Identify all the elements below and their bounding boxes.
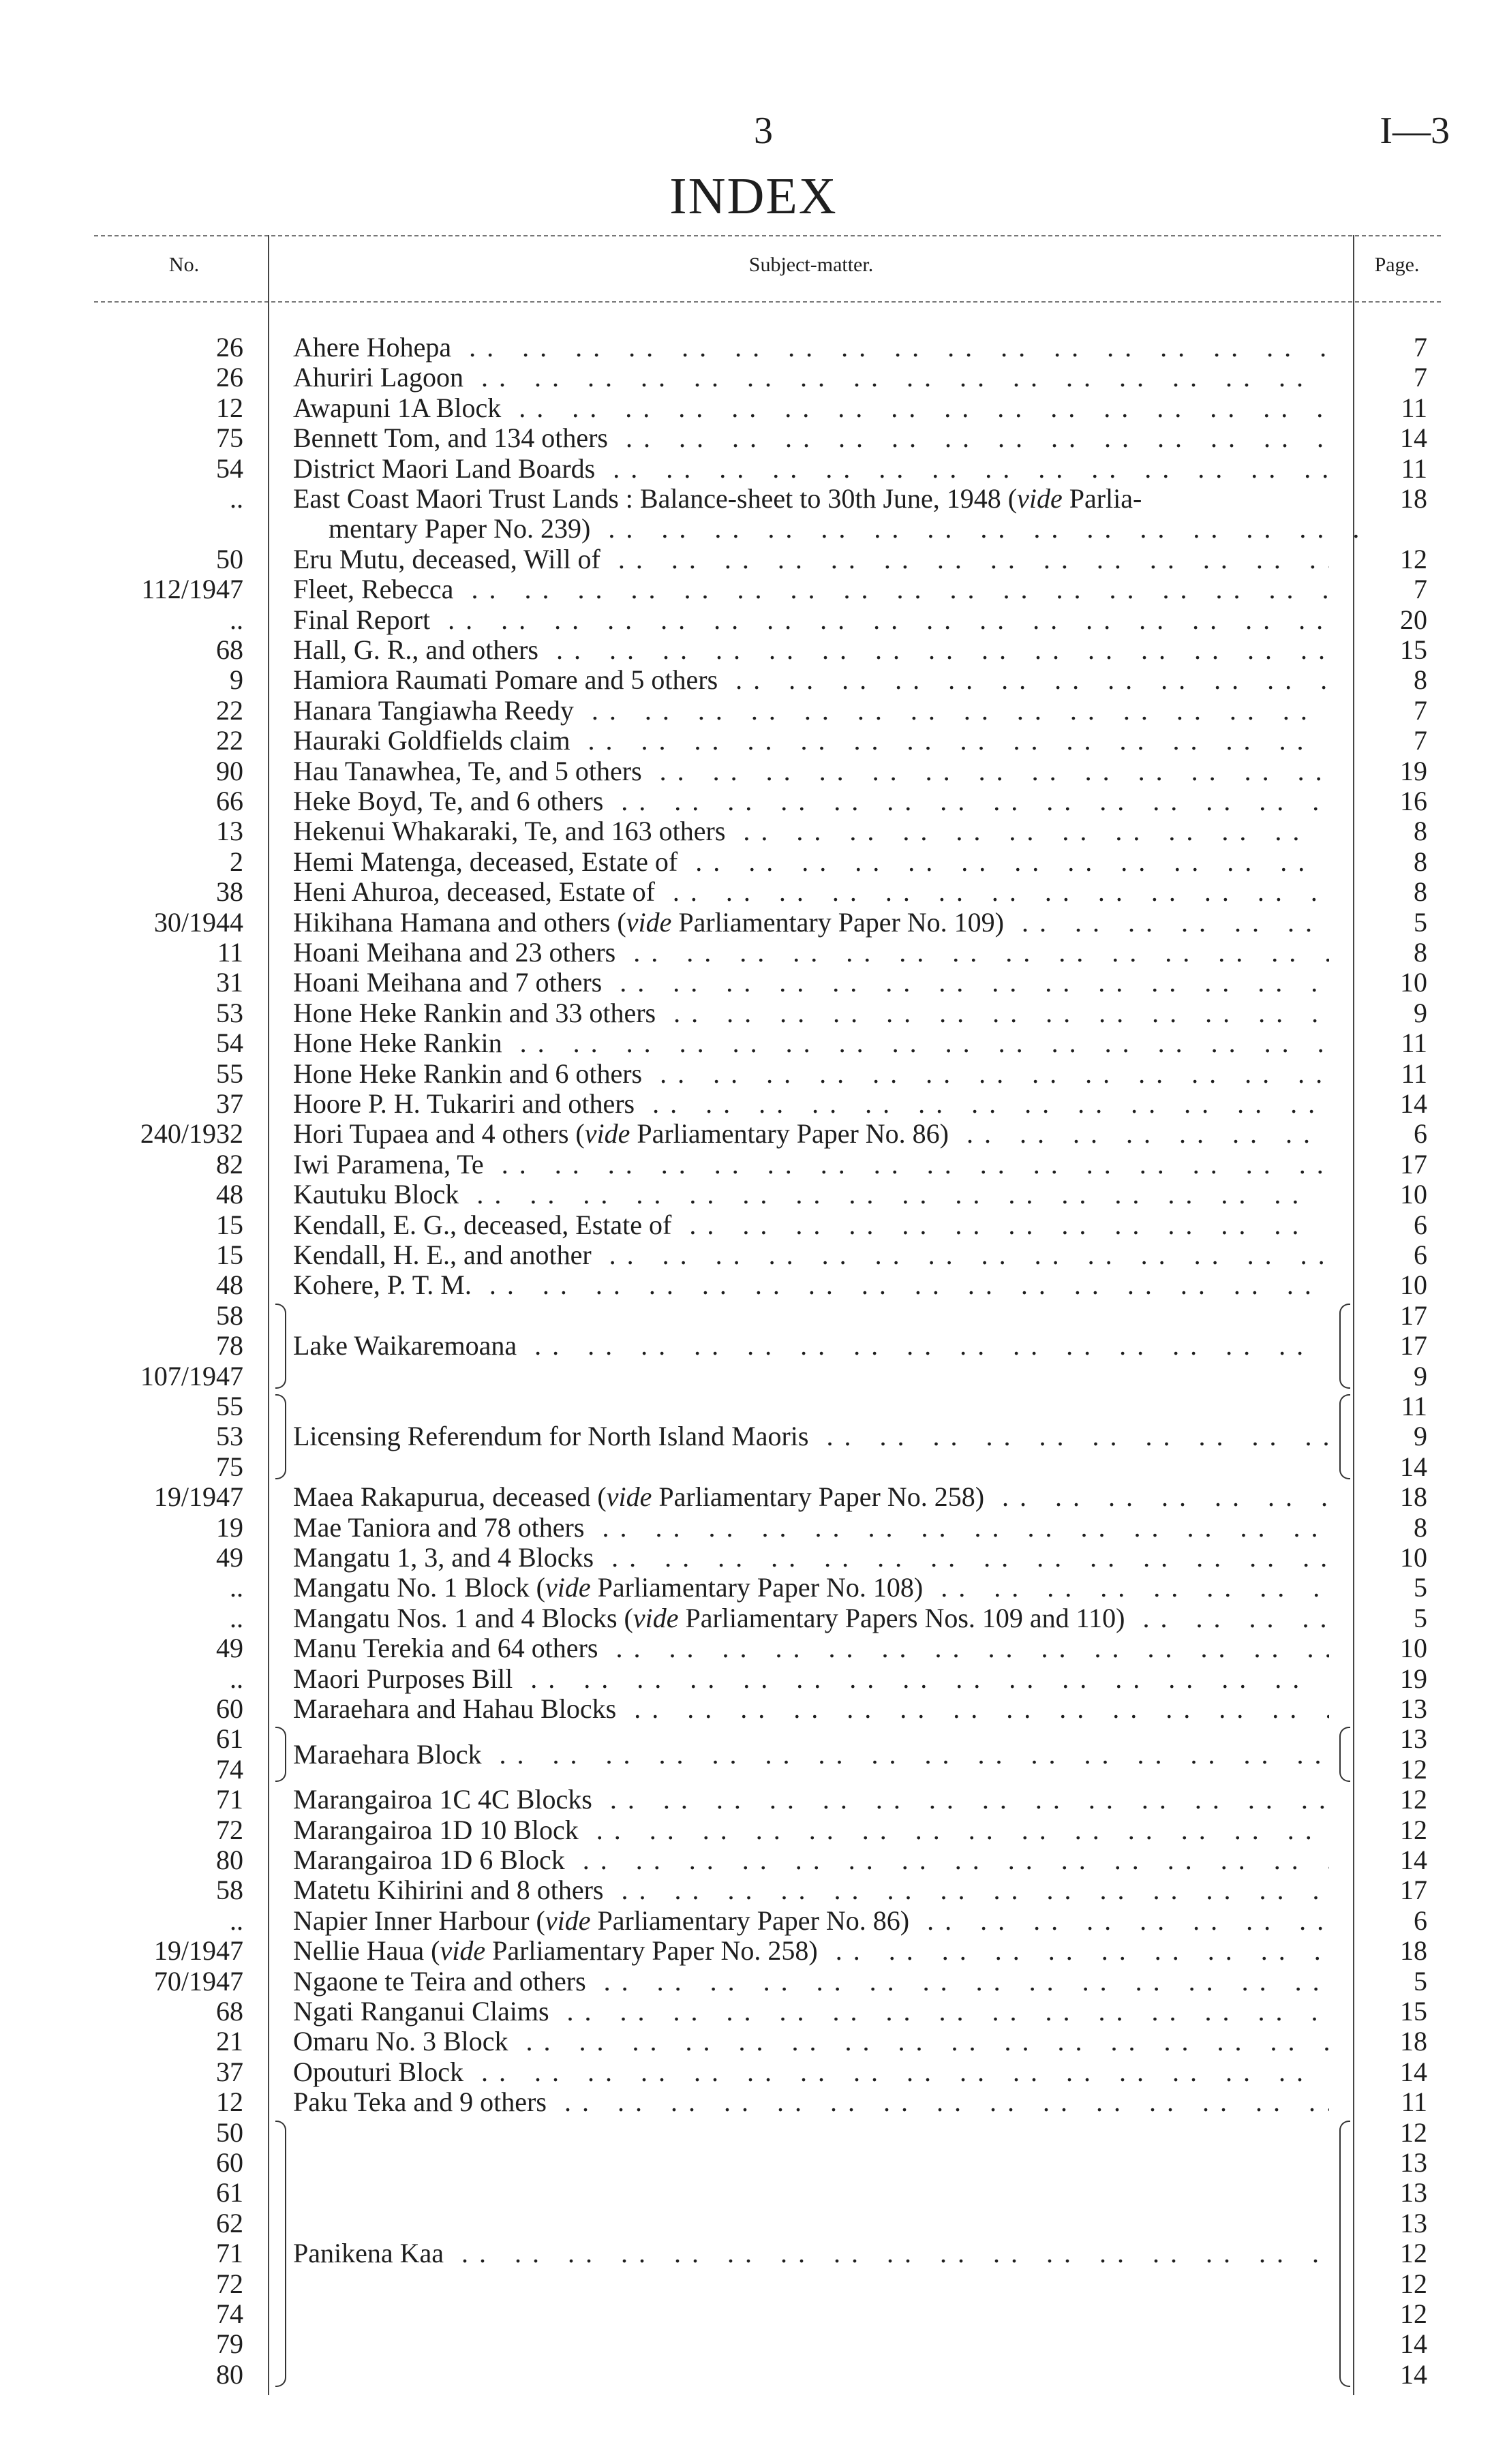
entry-page: 17	[1400, 1148, 1427, 1180]
entry-number: 2	[230, 846, 243, 877]
index-row	[0, 726, 1507, 756]
entry-subject: Heni Ahuroa, deceased, Estate of . .	[293, 877, 1329, 907]
entry-page: 13	[1400, 1723, 1427, 1755]
group-entry-row	[0, 2360, 1507, 2390]
index-row	[0, 2087, 1507, 2117]
entry-number: 62	[216, 2207, 243, 2238]
entry-page: 5	[1414, 1572, 1427, 1603]
page-code: I—3	[1380, 110, 1450, 152]
index-row	[0, 1180, 1507, 1210]
entry-page: 10	[1400, 1179, 1427, 1210]
entry-number: 30/1944	[153, 906, 243, 938]
entry-number: 58	[216, 1299, 243, 1331]
entry-number: 68	[216, 1996, 243, 2027]
index-row	[0, 2027, 1507, 2057]
group-subject: Licensing Referendum for North Island Maoris . .	[293, 1421, 1329, 1451]
entry-number: 19	[216, 1511, 243, 1543]
entry-subject: Hanara Tangiawha Reedy . .	[293, 696, 1329, 726]
entry-number: 11	[217, 937, 243, 968]
entry-number: 48	[216, 1179, 243, 1210]
index-row	[0, 544, 1507, 574]
entry-page: 7	[1414, 694, 1427, 726]
index-row-continuation	[0, 514, 1507, 544]
entry-subject: Hori Tupaea and 4 others (vide Parliamentary Paper No. 86) . .	[293, 1119, 1329, 1149]
index-row	[0, 1240, 1507, 1270]
entry-number: 15	[216, 1209, 243, 1240]
entry-subject: Marangairoa 1C 4C Blocks . .	[293, 1785, 1329, 1815]
entry-page: 11	[1401, 452, 1427, 484]
entry-subject: Iwi Paramena, Te . .	[293, 1150, 1329, 1180]
entry-number: 12	[216, 2086, 243, 2118]
entry-subject: Hone Heke Rankin . .	[293, 1028, 1329, 1058]
entry-number: 61	[216, 2177, 243, 2208]
entry-page: 6	[1414, 1905, 1427, 1936]
entry-subject: Omaru No. 3 Block . .	[293, 2027, 1329, 2057]
entry-page: 12	[1400, 1753, 1427, 1785]
entry-page: 14	[1400, 1845, 1427, 1875]
left-brace	[275, 1304, 286, 1389]
left-brace	[275, 1727, 286, 1782]
entry-page: 6	[1414, 1118, 1427, 1150]
group-entry-row	[0, 2299, 1507, 2329]
entry-number: 68	[216, 634, 243, 665]
entry-page: 14	[1400, 2358, 1427, 2390]
entry-subject: Opouturi Block . .	[293, 2057, 1329, 2087]
group-subject: Maraehara Block . .	[293, 1740, 1329, 1770]
entry-subject: Ngati Ranganui Claims . .	[293, 1997, 1329, 2027]
group-subject: Lake Waikaremoana . .	[293, 1331, 1329, 1361]
left-brace	[275, 1394, 286, 1479]
entry-subject: Kendall, H. E., and another . .	[293, 1240, 1329, 1270]
right-brace	[1339, 2121, 1350, 2388]
index-row	[0, 786, 1507, 816]
entry-subject: Ngaone te Teira and others . .	[293, 1967, 1329, 1997]
entry-page: 12	[1400, 2268, 1427, 2299]
entry-number: 26	[216, 332, 243, 363]
entry-number: 112/1947	[141, 574, 243, 605]
entry-page: 5	[1414, 906, 1427, 938]
index-row	[0, 1633, 1507, 1663]
entry-number: 15	[216, 1239, 243, 1270]
index-row	[0, 816, 1507, 846]
entry-number: 60	[216, 2147, 243, 2178]
entry-number: 54	[216, 1028, 243, 1059]
index-row	[0, 1028, 1507, 1058]
entry-subject: Hoore P. H. Tukariri and others . .	[293, 1089, 1329, 1119]
table-head-rule	[94, 301, 1441, 303]
index-row	[0, 393, 1507, 423]
entry-number: 90	[216, 755, 243, 786]
entry-number: 80	[216, 1845, 243, 1875]
index-row	[0, 1543, 1507, 1573]
entry-number: 19/1947	[153, 1481, 243, 1513]
entry-subject: Hoani Meihana and 23 others . .	[293, 938, 1329, 968]
entry-page: 6	[1414, 1239, 1427, 1270]
entry-subject: Final Report . .	[293, 605, 1329, 635]
entry-number: 240/1932	[140, 1118, 243, 1150]
entry-number: 21	[216, 2026, 243, 2057]
index-row	[0, 847, 1507, 877]
page-title: INDEX	[669, 168, 838, 225]
entry-page: 18	[1400, 483, 1427, 514]
index-row	[0, 1664, 1507, 1694]
index-row	[0, 968, 1507, 998]
entry-page: 10	[1400, 1542, 1427, 1573]
entry-subject: Hikihana Hamana and others (vide Parliamentary Paper No. 109) . .	[293, 908, 1329, 938]
index-row	[0, 363, 1507, 392]
index-row	[0, 1210, 1507, 1240]
group-subject: Panikena Kaa . .	[293, 2238, 1329, 2268]
entry-page: 18	[1400, 1935, 1427, 1967]
entry-page: 11	[1401, 1391, 1427, 1421]
index-row	[0, 1513, 1507, 1543]
group-entry-row	[0, 1452, 1507, 1482]
entry-number: 75	[216, 422, 243, 454]
index-row	[0, 1482, 1507, 1512]
index-row	[0, 1845, 1507, 1875]
entry-subject: Bennett Tom, and 134 others . .	[293, 423, 1329, 453]
group-entry-row	[0, 2178, 1507, 2208]
entry-subject: District Maori Land Boards . .	[293, 454, 1329, 484]
entry-number: 12	[216, 392, 243, 423]
entry-page: 18	[1400, 2026, 1427, 2057]
index-row	[0, 1967, 1507, 1997]
entry-subject-continued: mentary Paper No. 239) . .	[329, 514, 1365, 544]
entry-subject: Ahere Hohepa . .	[293, 333, 1329, 363]
entry-number: 55	[216, 1391, 243, 1421]
entry-subject: Marangairoa 1D 10 Block . .	[293, 1815, 1329, 1845]
entry-page: 12	[1400, 543, 1427, 574]
entry-number: 50	[216, 543, 243, 574]
group-entry-row	[0, 2118, 1507, 2148]
entry-number: 75	[216, 1451, 243, 1482]
entry-subject: Marangairoa 1D 6 Block . .	[293, 1845, 1329, 1875]
entry-subject: Ahuriri Lagoon . .	[293, 363, 1329, 392]
group-entry-row	[0, 1361, 1507, 1391]
entry-page: 8	[1414, 1511, 1427, 1543]
entry-number: 37	[216, 1088, 243, 1119]
index-row	[0, 1936, 1507, 1966]
entry-number: 80	[216, 2358, 243, 2390]
entry-number: ..	[230, 483, 243, 514]
entry-subject: Maraehara and Hahau Blocks . .	[293, 1694, 1329, 1724]
entry-number: 49	[216, 1633, 243, 1664]
entry-page: 17	[1400, 1875, 1427, 1906]
entry-page: 17	[1400, 1299, 1427, 1331]
entry-subject: Napier Inner Harbour (vide Parliamentary Paper No. 86) . .	[293, 1906, 1329, 1936]
entry-number: 22	[216, 694, 243, 726]
column-header-no: No.	[168, 253, 200, 276]
entry-subject: Hone Heke Rankin and 6 others . .	[293, 1059, 1329, 1089]
entry-subject: Eru Mutu, deceased, Will of . .	[293, 544, 1329, 574]
entry-number: 54	[216, 452, 243, 484]
entry-page: 11	[1401, 1058, 1427, 1089]
entry-subject: Awapuni 1A Block . .	[293, 393, 1329, 423]
index-row	[0, 696, 1507, 726]
entry-page: 8	[1414, 664, 1427, 696]
entry-subject: Kautuku Block . .	[293, 1180, 1329, 1210]
index-row	[0, 605, 1507, 635]
entry-page: 14	[1400, 1088, 1427, 1119]
entry-page: 7	[1414, 725, 1427, 756]
entry-page: 12	[1400, 2298, 1427, 2329]
entry-page: 12	[1400, 2238, 1427, 2269]
index-row	[0, 1119, 1507, 1149]
entry-page: 11	[1401, 392, 1427, 423]
entry-number: 37	[216, 2056, 243, 2087]
index-row	[0, 665, 1507, 695]
entry-page: 10	[1400, 1633, 1427, 1664]
entry-subject: Hone Heke Rankin and 33 others . .	[293, 998, 1329, 1028]
entry-number: 74	[216, 1753, 243, 1785]
entry-subject: Maori Purposes Bill . .	[293, 1664, 1329, 1694]
entry-page: 5	[1414, 1965, 1427, 1997]
index-row	[0, 1694, 1507, 1724]
index-row	[0, 454, 1507, 484]
entry-subject: East Coast Maori Trust Lands : Balance-sheet to 30th June, 1948 (vide Parlia-	[293, 484, 1142, 514]
group-entry-row	[0, 2269, 1507, 2299]
entry-page: 12	[1400, 1814, 1427, 1845]
entry-page: 13	[1400, 2207, 1427, 2238]
index-row	[0, 1785, 1507, 1815]
entry-page: 15	[1400, 634, 1427, 665]
entry-page: 16	[1400, 786, 1427, 816]
entry-page: 10	[1400, 967, 1427, 998]
entry-subject: Mangatu Nos. 1 and 4 Blocks (vide Parliamentary Papers Nos. 109 and 110) . .	[293, 1603, 1329, 1633]
entry-number: 49	[216, 1542, 243, 1573]
entry-subject: Hall, G. R., and others . .	[293, 635, 1329, 665]
index-row	[0, 1815, 1507, 1845]
right-brace	[1339, 1394, 1350, 1479]
column-header-page: Page.	[1374, 253, 1420, 276]
entry-page: 18	[1400, 1481, 1427, 1513]
index-row	[0, 635, 1507, 665]
entry-number: 53	[216, 997, 243, 1028]
left-brace	[275, 2121, 286, 2388]
entry-subject: Maea Rakapurua, deceased (vide Parliamentary Paper No. 258) . .	[293, 1482, 1329, 1512]
entry-subject: Hekenui Whakaraki, Te, and 163 others . .	[293, 816, 1329, 846]
entry-page: 5	[1414, 1602, 1427, 1633]
entry-number: ..	[230, 1602, 243, 1633]
index-row	[0, 877, 1507, 907]
index-row	[0, 1906, 1507, 1936]
entry-page: 8	[1414, 816, 1427, 847]
group-entry-row	[0, 2148, 1507, 2178]
entry-subject: Paku Teka and 9 others . .	[293, 2087, 1329, 2117]
entry-page: 13	[1400, 2177, 1427, 2208]
index-row	[0, 1089, 1507, 1119]
entry-subject: Hamiora Raumati Pomare and 5 others . .	[293, 665, 1329, 695]
entry-number: 48	[216, 1269, 243, 1301]
entry-page: 13	[1400, 1693, 1427, 1724]
entry-subject: Matetu Kihirini and 8 others . .	[293, 1875, 1329, 1905]
entry-number: 58	[216, 1875, 243, 1906]
right-brace	[1339, 1304, 1350, 1389]
index-row	[0, 333, 1507, 363]
entry-page: 17	[1400, 1330, 1427, 1361]
index-row	[0, 574, 1507, 604]
entry-page: 7	[1414, 332, 1427, 363]
entry-page: 11	[1401, 1028, 1427, 1059]
entry-subject: Hauraki Goldfields claim . .	[293, 726, 1329, 756]
entry-number: 71	[216, 1784, 243, 1815]
entry-page: 19	[1400, 755, 1427, 786]
entry-subject: Hemi Matenga, deceased, Estate of . .	[293, 847, 1329, 877]
entry-number: 82	[216, 1148, 243, 1180]
entry-page: 10	[1400, 1269, 1427, 1301]
entry-subject: Mae Taniora and 78 others . .	[293, 1513, 1329, 1543]
entry-number: 50	[216, 2116, 243, 2148]
entry-page: 12	[1400, 1784, 1427, 1815]
entry-page: 7	[1414, 362, 1427, 393]
index-row	[0, 484, 1507, 514]
entry-subject: Heke Boyd, Te, and 6 others . .	[293, 786, 1329, 816]
index-row	[0, 908, 1507, 938]
entry-number: ..	[230, 604, 243, 635]
entry-page: 14	[1400, 1451, 1427, 1482]
entry-subject: Mangatu No. 1 Block (vide Parliamentary Paper No. 108) . .	[293, 1573, 1329, 1603]
entry-number: 107/1947	[140, 1360, 243, 1391]
index-row	[0, 1997, 1507, 2027]
entry-number: 70/1947	[153, 1965, 243, 1997]
entry-number: 13	[216, 816, 243, 847]
entry-page: 8	[1414, 937, 1427, 968]
page-number: 3	[754, 110, 773, 152]
entry-number: ..	[230, 1663, 243, 1694]
index-row	[0, 1059, 1507, 1089]
index-row	[0, 998, 1507, 1028]
entry-subject: Manu Terekia and 64 others . .	[293, 1633, 1329, 1663]
entry-page: 19	[1400, 1663, 1427, 1694]
entry-subject: Nellie Haua (vide Parliamentary Paper No. 258) . .	[293, 1936, 1329, 1966]
entry-page: 20	[1400, 604, 1427, 635]
entry-page: 14	[1400, 422, 1427, 454]
entry-number: 60	[216, 1693, 243, 1724]
entry-page: 8	[1414, 846, 1427, 877]
index-row	[0, 1573, 1507, 1603]
entry-page: 7	[1414, 574, 1427, 605]
entry-number: 74	[216, 2298, 243, 2329]
entry-number: 22	[216, 725, 243, 756]
index-row	[0, 2057, 1507, 2087]
entry-subject: Hoani Meihana and 7 others . .	[293, 968, 1329, 998]
entry-page: 9	[1414, 997, 1427, 1028]
group-entry-row	[0, 2208, 1507, 2238]
right-brace	[1339, 1727, 1350, 1782]
index-row	[0, 1150, 1507, 1180]
entry-number: 55	[216, 1058, 243, 1089]
entry-number: 19/1947	[153, 1935, 243, 1967]
index-row	[0, 423, 1507, 453]
entry-number: 53	[216, 1421, 243, 1452]
entry-page: 15	[1400, 1996, 1427, 2027]
entry-page: 11	[1401, 2086, 1427, 2118]
entry-subject: Hau Tanawhea, Te, and 5 others . .	[293, 756, 1329, 786]
entry-number: 78	[216, 1330, 243, 1361]
group-entry-row	[0, 2329, 1507, 2359]
index-row	[0, 1875, 1507, 1905]
index-row	[0, 1603, 1507, 1633]
entry-number: 9	[230, 664, 243, 696]
entry-number: ..	[230, 1572, 243, 1603]
entry-number: 66	[216, 786, 243, 816]
index-row	[0, 938, 1507, 968]
entry-number: 31	[216, 967, 243, 998]
entry-page: 9	[1414, 1360, 1427, 1391]
entry-subject: Fleet, Rebecca . .	[293, 574, 1329, 604]
entry-number: 71	[216, 2238, 243, 2269]
entry-page: 14	[1400, 2328, 1427, 2360]
entry-number: 72	[216, 2268, 243, 2299]
entry-number: 79	[216, 2328, 243, 2360]
entry-page: 13	[1400, 2147, 1427, 2178]
table-top-rule	[94, 235, 1441, 236]
group-entry-row	[0, 1301, 1507, 1331]
entry-page: 12	[1400, 2116, 1427, 2148]
index-row	[0, 1270, 1507, 1300]
entry-number: 26	[216, 362, 243, 393]
entry-page: 8	[1414, 876, 1427, 908]
entry-subject: Mangatu 1, 3, and 4 Blocks . .	[293, 1543, 1329, 1573]
entry-number: ..	[230, 1905, 243, 1936]
entry-number: 61	[216, 1723, 243, 1755]
index-row	[0, 756, 1507, 786]
entry-page: 14	[1400, 2056, 1427, 2087]
entry-number: 72	[216, 1814, 243, 1845]
entry-subject: Kendall, E. G., deceased, Estate of . .	[293, 1210, 1329, 1240]
entry-page: 6	[1414, 1209, 1427, 1240]
column-header-subject: Subject-matter.	[748, 253, 874, 276]
group-entry-row	[0, 1391, 1507, 1421]
entry-number: 38	[216, 876, 243, 908]
entry-subject: Kohere, P. T. M. . .	[293, 1270, 1329, 1300]
entry-page: 9	[1414, 1421, 1427, 1452]
